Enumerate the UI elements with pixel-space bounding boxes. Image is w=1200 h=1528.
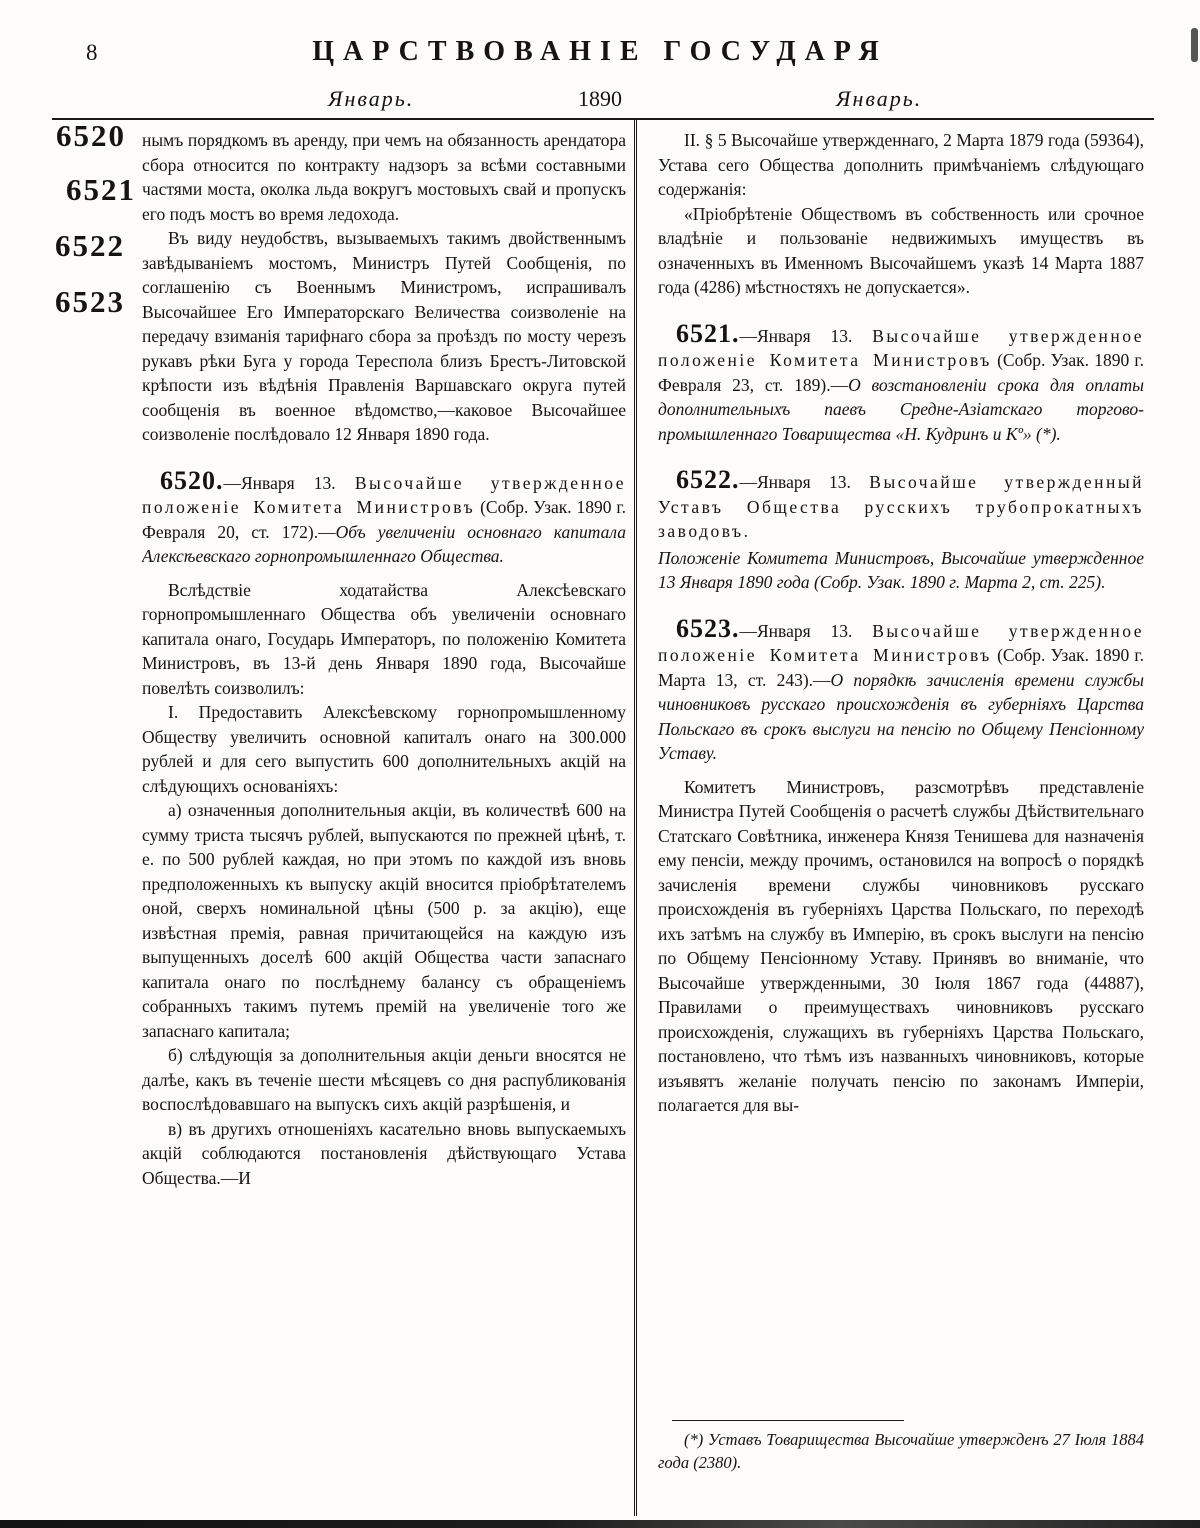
header-rule [52,118,1154,120]
entry-6520-item-b: б) слѣдующія за дополнительныя акціи деньги вносятся не далѣе, какъ въ теченіе шести мѣсяцевъ со дня распубликованія воспослѣдовавшаго на выпускъ сихъ акцій разрѣшенія, и [142,1045,626,1114]
entry-6523-date: —Января 13. [739,620,853,641]
entry-6522-decree: Высочайше утвержденный Уставъ Общества русскихъ трубопрокатныхъ заводовъ. [658,472,1144,541]
entry-6523-decree: Высочайше утвержденное положеніе Комитета Министровъ [658,620,1144,665]
entry-6523-source: (Собр. Узак. 1890 г. Марта 13, ст. 243).— [658,645,1144,690]
entry-6521-number: 6521. [676,318,740,348]
entry-6521-heading [658,318,1144,447]
margin-entry-number-6520: 6520 [56,118,126,153]
scan-mark [1191,28,1198,62]
entry-6523-subject: О порядкѣ зачисленія времени службы чиновниковъ русскаго происхожденія въ губерніяхъ Царства Польскаго въ срокъ выслуги на пенсію по Общему Пенсіонному Уставу. [658,669,1144,763]
entry-6520-body-continued: II. § 5 Высочайше утвержденнаго, 2 Марта 1879 года (59364), Устава сего Общества дополнить примѣчаніемъ слѣдующаго содержанія: [658,130,1144,199]
margin-entry-number-6522: 6522 [55,228,125,263]
entry-6520-heading [142,465,626,569]
entry-6520-subject: Объ увеличеніи основнаго капитала Алексѣевскаго горнопромышленнаго Общества. [142,521,626,566]
running-head-year: 1890 [578,86,622,111]
entry-6520-source: (Собр. Узак. 1890 г. Февраля 20, ст. 172).— [142,497,626,542]
entry-6521-decree: Высочайше утвержденное положеніе Комитета Министровъ [658,325,1144,370]
entry-6520-date: —Января 13. [223,472,336,493]
entry-6520-body-2: I. Предоставить Алексѣевскому горнопромышленному Обществу увеличить основной капиталъ онаго на 300.000 рублей и для сего выпустить 600 дополнительныхъ акцій на слѣдующихъ основаніяхъ: [142,702,626,796]
entry-6523-heading [658,613,1144,766]
entry-6523-number: 6523. [676,613,740,643]
entry-6522-heading [658,467,1144,544]
entry-6520-decree: Высочайше утвержденное положеніе Комитета Министровъ [142,472,626,517]
right-column [658,128,1144,1418]
footnote-block [658,1420,1144,1474]
entry-6522-number: 6522. [676,465,740,494]
page-title: ЦАРСТВОВАНІЕ ГОСУДАРЯ [312,36,888,67]
scan-edge-bottom [0,1520,1200,1528]
entry-6520-body-1: Вслѣдствіе ходатайства Алексѣевскаго горнопромышленнаго Общества объ увеличеніи основнаго капитала онаго, Государь Императоръ, по положенію Комитета Министровъ, въ 13-й день Января 1890 года, Высочайше повелѣть соизволилъ: [142,579,626,698]
margin-entry-number-6523: 6523 [55,284,125,319]
entry-6520-item-a: а) означенныя дополнительныя акціи, въ количествѣ 600 на сумму триста тысячъ рублей, выпускаются по прежней цѣнѣ, т. е. по 500 рублей каждая, но при этомъ по каждой изъ вновь предположенныхъ къ выпуску акцій вносится пріобрѣтателемъ оной, сверхъ номинальной цѣны (500 р. за акцію), еще извѣстная премія, равная причитающейся на каждую изъ выпущенныхъ доселѣ 600 акцій Общества части запаснаго капитала онаго по послѣднему балансу съ обращеніемъ собранныхъ такимъ путемъ премій на увеличеніе того же запаснаго капитала; [142,800,626,1041]
page-number: 8 [86,40,98,65]
column-divider [634,120,637,1516]
entry-6522-note: Положеніе Комитета Министровъ, Высочайше утвержденное 13 Января 1890 года (Собр. Узак. 1890 г. Марта 2, ст. 225). [658,547,1144,592]
left-column [142,128,626,1520]
entry-6520-item-v: в) въ другихъ отношеніяхъ касательно вновь выпускаемыхъ акцій соблюдаются постановленія дѣйствующаго Устава Общества.—И [142,1118,626,1188]
paragraph-bridge-continuation: нымъ порядкомъ въ аренду, при чемъ на обязанность арендатора сбора относится по контракту надзоръ за всѣми составными частями моста, околка льда вокругъ мостовыхъ свай и пропускъ его подъ мостъ во время ледохода. [142,130,626,224]
running-head-month-right: Январь. [836,86,923,111]
footnote-rule [672,1420,904,1421]
entry-6520-quote: «Пріобрѣтеніе Обществомъ въ собственность или срочное владѣніе и пользованіе недвижимыхъ имуществъ въ означенныхъ въ Именномъ Высочайшемъ указѣ 14 Марта 1887 года (4286) мѣстностяхъ не допускается». [658,203,1144,297]
margin-entry-number-6521: 6521 [66,172,136,207]
entry-6523-body: Комитетъ Министровъ, разсмотрѣвъ представленіе Министра Путей Сообщенія о расчетѣ службы Дѣйствительнаго Статскаго Совѣтника, инженера Князя Тенишева для назначенія ему пенсіи, между прочимъ, остановился на вопросѣ о порядкѣ зачисленія времени службы чиновниковъ русскаго происхожденія въ губерніяхъ Царства Польскаго, по переходѣ ихъ затѣмъ на службу въ Имперію, въ срокъ выслуги на пенсію по Общему Пенсіонному Уставу. Принявъ во вниманіе, что Высочайше утвержденными, 30 Іюля 1867 года (44887), Правилами о преимуществахъ чиновниковъ русскаго происхожденія, служащихъ въ губерніяхъ Царства Польскаго, постановлено, что тѣмъ изъ названныхъ чиновниковъ, которые изъявятъ желаніе получать пенсію по законамъ Имперіи, полагается для вы- [658,776,1144,1115]
footnote-text: (*) Уставъ Товарищества Высочайше утвержденъ 27 Іюля 1884 года (2380). [658,1430,1144,1472]
entry-6522-date: —Января 13. [739,472,851,492]
entry-6521-date: —Января 13. [739,325,853,346]
entry-6520-number: 6520. [160,465,224,495]
entry-6521-subject: О возстановленіи срока для оплаты дополнительныхъ паевъ Средне-Азіатскаго торгово-промышленнаго Товарищества «Н. Кудринъ и Кº» (*). [658,374,1144,444]
running-head-month-left: Январь. [328,86,415,111]
entry-6521-source: (Собр. Узак. 1890 г. Февраля 23, ст. 189).— [658,350,1144,395]
paragraph-bridge-transfer: Въ виду неудобствъ, вызываемыхъ такимъ двойственнымъ завѣдываніемъ мостомъ, Министръ Путей Сообщенія, по соглашенію съ Военнымъ Министромъ, испрашивалъ Высочайшее Его Императорскаго Величества соизволеніе на передачу взиманія тарифнаго сбора за проѣздъ по мосту черезъ рукавъ рѣки Буга у города Тереспола близъ Брестъ-Литовской крѣпости изъ вѣдѣнія Правленія Варшавскаго округа путей сообщенія въ военное вѣдомство,—каковое Высочайшее соизволеніе послѣдовало 12 Января 1890 года. [142,228,626,444]
